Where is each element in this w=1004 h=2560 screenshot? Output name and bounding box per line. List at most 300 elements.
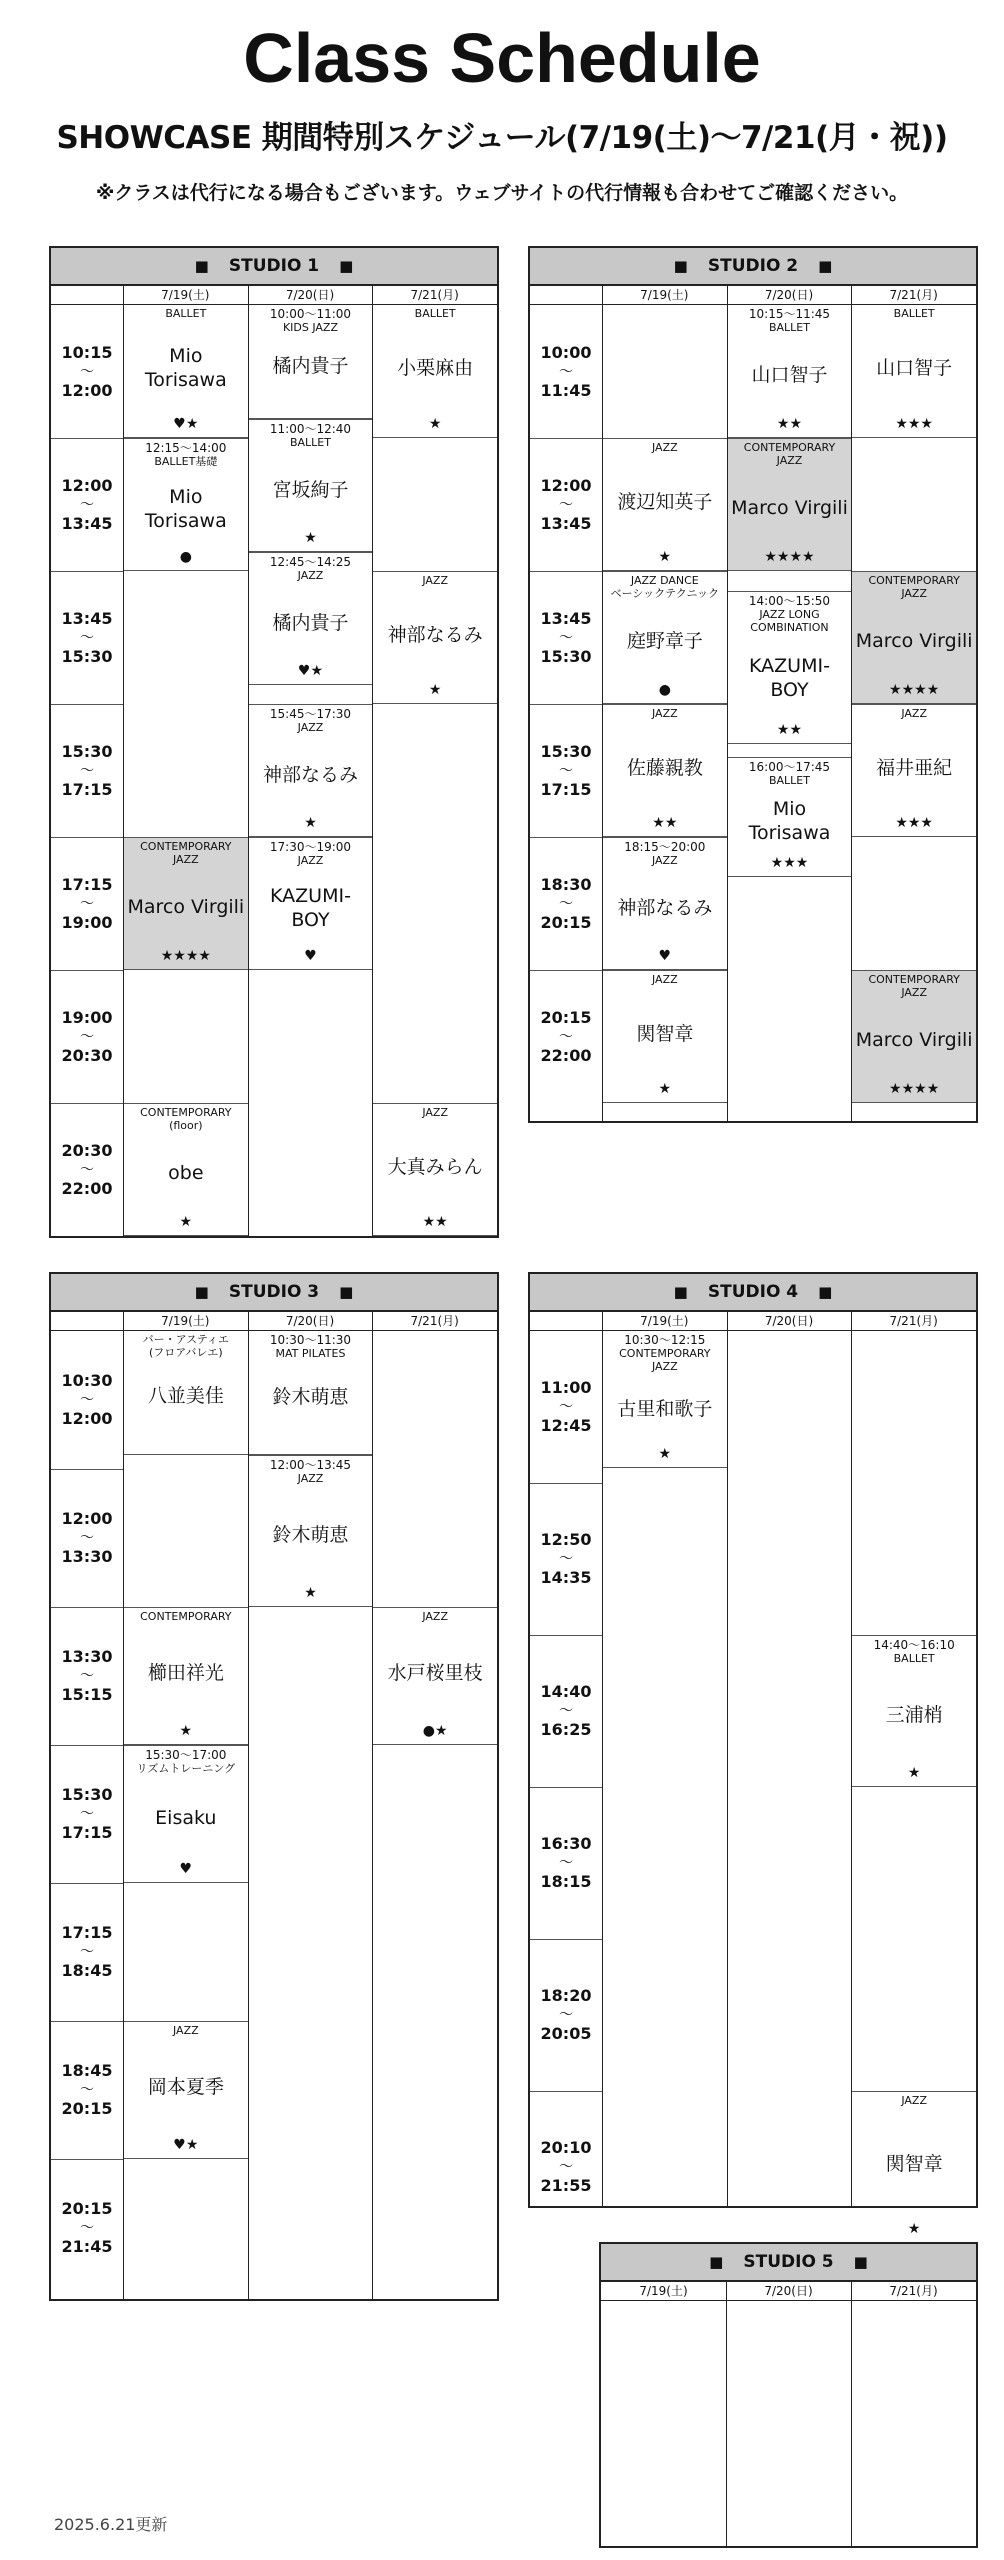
class-instructor: 三浦梢 [885, 1704, 943, 1726]
class-instructor: 水戸桜里枝 [387, 1662, 483, 1684]
time-separator: 〜 [80, 762, 94, 779]
time-separator: 〜 [559, 1551, 573, 1567]
square-icon: ■ [818, 257, 833, 275]
class-heading [140, 840, 231, 866]
class-genre: JAZZ [901, 707, 927, 720]
class-genre: バー・アスティエ (フロアバレエ) [142, 1333, 230, 1359]
class-time: 15:30〜17:00 [145, 1748, 227, 1762]
class-heading [270, 1458, 351, 1485]
class-cell [603, 1331, 727, 1468]
class-instructor: 小栗麻由 [397, 357, 474, 379]
class-genre: BALLET [893, 1652, 935, 1665]
time-end: 11:45 [540, 380, 592, 400]
class-level: ♥ [658, 948, 672, 964]
time-separator: 〜 [80, 1028, 94, 1045]
time-start: 12:00 [540, 475, 592, 495]
class-instructor: Mio Torisawa [144, 345, 227, 391]
class-instructor: 神部なるみ [617, 896, 713, 919]
class-cell [249, 419, 373, 552]
class-cell [852, 1635, 976, 1787]
class-instructor: 八並美佳 [147, 1385, 224, 1408]
time-slot [530, 438, 602, 571]
class-heading [422, 1106, 448, 1119]
class-cell [124, 1607, 248, 1745]
class-level: ★★★★ [764, 549, 815, 565]
time-end: 12:45 [540, 1416, 592, 1435]
time-start: 11:00 [540, 1378, 592, 1397]
square-icon: ■ [818, 1283, 833, 1301]
day-label: 7/20(日) [285, 1314, 335, 1328]
time-slot [530, 1331, 602, 1483]
class-cell [124, 305, 248, 438]
class-genre: BALLET基礎 [154, 455, 218, 468]
time-end: 21:45 [61, 2237, 113, 2256]
class-cell [249, 704, 373, 837]
class-genre: JAZZ [297, 721, 324, 734]
class-heading [270, 422, 351, 449]
column-divider [851, 2282, 852, 2546]
time-slot [530, 571, 602, 704]
class-cell [728, 757, 852, 877]
class-heading [652, 973, 678, 986]
class-genre: リズムトレーニング [136, 1762, 236, 1775]
class-heading [270, 707, 351, 734]
time-end: 18:15 [540, 1872, 592, 1891]
class-instructor: 神部なるみ [262, 763, 358, 786]
class-instructor: Marco Virgili [127, 896, 245, 918]
time-separator: 〜 [80, 1392, 94, 1408]
class-heading [624, 840, 705, 867]
class-heading [894, 307, 935, 320]
class-heading [901, 2094, 927, 2107]
day-label: 7/20(日) [285, 288, 335, 302]
class-time: 10:30〜11:30 [269, 1333, 352, 1347]
class-time: 14:00〜15:50 [748, 593, 831, 608]
time-end: 15:30 [540, 646, 592, 666]
time-end: 12:00 [61, 1409, 113, 1428]
time-start: 20:30 [61, 1140, 113, 1160]
class-level: ♥★ [173, 416, 199, 432]
class-heading [749, 594, 830, 634]
square-icon: ■ [339, 257, 354, 275]
time-end: 17:15 [61, 1823, 113, 1842]
time-start: 18:30 [540, 874, 592, 894]
studio-name: STUDIO 4 [707, 1282, 799, 1302]
class-cell [249, 837, 373, 970]
time-start: 14:40 [540, 1682, 592, 1701]
class-instructor: 宮坂絢子 [272, 478, 349, 501]
time-separator: 〜 [80, 1161, 94, 1178]
class-genre: JAZZ [422, 1610, 448, 1623]
time-start: 10:30 [61, 1371, 113, 1390]
class-instructor: 佐藤親教 [626, 756, 703, 779]
class-heading [270, 307, 351, 334]
time-end: 13:45 [61, 513, 113, 533]
class-level: ★★ [776, 416, 803, 432]
time-start: 12:50 [540, 1530, 592, 1549]
time-end: 13:45 [540, 513, 592, 533]
class-cell [603, 837, 727, 970]
class-cell [373, 1103, 497, 1236]
time-end: 21:55 [540, 2176, 592, 2195]
updated-date: 2025.6.21更新 [54, 2515, 168, 2534]
class-genre: JAZZ [651, 854, 678, 867]
class-level: ★ [658, 1445, 672, 1462]
time-end: 17:15 [540, 779, 592, 799]
class-level: ★★★★ [889, 682, 940, 698]
time-end: 12:00 [61, 380, 113, 400]
time-separator: 〜 [559, 762, 573, 779]
square-icon: ■ [339, 1283, 354, 1301]
time-end: 22:00 [540, 1045, 592, 1065]
class-heading [415, 307, 456, 320]
class-time: 12:45〜14:25 [269, 555, 352, 570]
class-level: ★★ [776, 721, 803, 738]
class-time: 10:00〜11:00 [269, 307, 352, 321]
studio-header [601, 2244, 976, 2282]
class-cell [852, 305, 976, 438]
time-start: 20:10 [540, 2138, 592, 2157]
time-start: 13:45 [61, 608, 113, 628]
class-cell [249, 1455, 373, 1607]
class-cell [373, 571, 497, 704]
class-level: ★★★ [895, 815, 933, 831]
time-slot [51, 704, 123, 837]
time-separator: 〜 [80, 496, 94, 513]
class-time: 10:30〜12:15 [624, 1333, 706, 1347]
class-cell [124, 1745, 248, 1883]
class-level: ★ [304, 1584, 317, 1601]
class-genre: JAZZ [422, 1106, 448, 1119]
class-cell [124, 438, 248, 571]
day-label: 7/19(土) [639, 2284, 688, 2298]
class-instructor: KAZUMI- BOY [749, 654, 830, 701]
time-start: 18:45 [61, 2061, 113, 2080]
class-instructor: Mio Torisawa [748, 798, 831, 845]
time-separator: 〜 [559, 2007, 573, 2023]
time-end: 20:15 [61, 2099, 113, 2118]
class-cell [852, 704, 976, 837]
time-end: 19:00 [61, 912, 113, 932]
time-separator: 〜 [559, 363, 573, 380]
class-time: 14:40〜16:10 [873, 1638, 955, 1652]
time-slot [530, 704, 602, 837]
square-icon: ■ [709, 2253, 724, 2271]
time-slot [51, 1469, 123, 1607]
class-heading [652, 707, 678, 720]
class-heading [619, 1333, 710, 1373]
day-label: 7/21(月) [410, 1314, 459, 1328]
time-separator: 〜 [559, 895, 573, 912]
class-instructor: 山口智子 [876, 357, 953, 379]
class-cell [124, 1103, 248, 1236]
time-start: 17:15 [61, 874, 113, 894]
class-heading [173, 2024, 199, 2037]
page-subtitle: SHOWCASE 期間特別スケジュール(7/19(土)〜7/21(月・祝)) [56, 120, 948, 156]
time-start: 12:00 [61, 1509, 113, 1528]
studio-name: STUDIO 3 [228, 1282, 320, 1302]
time-start: 16:30 [540, 1834, 592, 1853]
class-cell [728, 305, 852, 438]
class-genre: MAT PILATES [275, 1347, 346, 1360]
class-cell [603, 571, 727, 704]
class-instructor: 神部なるみ [387, 623, 483, 646]
class-genre: CONTEMPORARY JAZZ [868, 574, 960, 600]
class-level: ♥ [304, 948, 317, 964]
class-time: 17:30〜19:00 [269, 840, 352, 854]
class-cell [852, 970, 976, 1103]
studio-3-table [49, 1272, 499, 2301]
square-icon: ■ [673, 1283, 688, 1301]
class-instructor: 古里和歌子 [617, 1398, 713, 1421]
class-genre: CONTEMPORARY [140, 1610, 232, 1623]
class-heading [270, 555, 351, 582]
day-header-row [601, 2282, 976, 2301]
time-separator: 〜 [80, 1668, 94, 1684]
class-instructor: obe [168, 1162, 204, 1184]
class-heading [611, 574, 719, 600]
studio-header [530, 248, 976, 286]
studio-header [51, 1274, 497, 1312]
class-level: ★ [428, 416, 442, 432]
class-genre: CONTEMPORARY (floor) [140, 1106, 232, 1132]
time-separator: 〜 [559, 1855, 573, 1871]
time-end: 20:30 [61, 1045, 113, 1065]
class-genre: JAZZ [652, 441, 678, 454]
class-instructor: KAZUMI- BOY [270, 884, 351, 931]
class-cell [373, 305, 497, 438]
class-genre: KIDS JAZZ [282, 321, 338, 334]
class-genre: JAZZ DANCE ベーシックテクニック [610, 574, 720, 600]
time-slot [530, 1787, 602, 1939]
studio-4-table [528, 1272, 978, 2237]
class-instructor: 岡本夏季 [147, 2076, 224, 2098]
class-time: 12:00〜13:45 [269, 1458, 352, 1473]
class-heading [422, 1610, 448, 1623]
time-separator: 〜 [80, 629, 94, 646]
class-cell [124, 2021, 248, 2159]
time-end: 20:05 [540, 2024, 592, 2043]
time-start: 13:30 [61, 1647, 113, 1666]
time-separator: 〜 [559, 1399, 573, 1415]
time-slot [51, 1607, 123, 1745]
time-slot [51, 970, 123, 1103]
time-separator: 〜 [80, 2082, 94, 2098]
class-cell [603, 970, 727, 1103]
class-level: ♥★ [173, 2137, 199, 2153]
day-label: 7/19(土) [640, 288, 689, 302]
class-level: ★★★ [770, 854, 809, 871]
class-genre: JAZZ [422, 574, 448, 587]
class-level [308, 397, 312, 413]
column-divider [726, 2282, 727, 2546]
time-slot [51, 1103, 123, 1236]
time-slot [530, 1483, 602, 1635]
time-slot [530, 970, 602, 1103]
time-start: 17:15 [61, 1923, 113, 1942]
time-start: 15:30 [540, 741, 592, 761]
time-slot [51, 571, 123, 704]
class-level: ★ [304, 530, 317, 547]
class-cell [249, 305, 373, 419]
time-end: 18:45 [61, 1961, 113, 1980]
class-level: ★ [907, 2221, 921, 2237]
class-heading [749, 760, 830, 787]
class-level: ★★ [422, 1214, 448, 1230]
class-level: ★★★★ [889, 1081, 940, 1097]
time-start: 20:15 [540, 1007, 592, 1027]
class-level: ★ [658, 549, 672, 565]
class-genre: BALLET [768, 321, 810, 334]
class-instructor: 渡辺知英子 [617, 490, 713, 513]
class-time: 18:15〜20:00 [624, 840, 706, 854]
time-end: 20:15 [540, 912, 592, 932]
class-time: 11:00〜12:40 [269, 422, 352, 437]
time-slot [51, 2159, 123, 2297]
class-cell [603, 438, 727, 571]
time-end: 16:25 [540, 1720, 592, 1739]
class-genre: JAZZ [297, 569, 324, 583]
time-start: 15:30 [61, 1785, 113, 1804]
class-heading [868, 973, 959, 999]
class-genre: CONTEMPORARY JAZZ [868, 973, 960, 999]
class-level: ● [179, 549, 192, 565]
time-end: 22:00 [61, 1178, 113, 1198]
class-level [184, 1433, 188, 1449]
time-separator: 〜 [559, 2159, 573, 2175]
day-header-row [51, 286, 497, 305]
time-slot [51, 1745, 123, 1883]
time-slot [530, 1939, 602, 2091]
class-instructor: 庭野章子 [626, 630, 703, 652]
class-level: ♥★ [297, 663, 324, 680]
class-instructor: Mio Torisawa [144, 485, 227, 532]
day-label: 7/21(月) [889, 288, 938, 302]
class-instructor: 関智章 [636, 1022, 694, 1045]
class-instructor: Marco Virgili [855, 1029, 973, 1051]
class-time: 16:00〜17:45 [748, 760, 831, 775]
time-start: 15:30 [61, 741, 113, 761]
class-instructor: Eisaku [155, 1807, 217, 1829]
class-level: ★ [907, 1765, 921, 1781]
time-slot [51, 1883, 123, 2021]
time-slot [51, 837, 123, 970]
time-slot [51, 2021, 123, 2159]
class-genre: BALLET [165, 307, 207, 320]
studio-header [51, 248, 497, 286]
studio-name: STUDIO 2 [707, 256, 799, 276]
class-cell [373, 1607, 497, 1745]
class-level: ★ [304, 815, 317, 831]
class-instructor: 関智章 [885, 2153, 943, 2175]
class-heading [901, 707, 927, 720]
time-slot [51, 305, 123, 438]
class-genre: BALLET [893, 307, 935, 320]
time-start: 19:00 [61, 1007, 113, 1027]
class-heading [270, 840, 351, 867]
day-label: 7/20(日) [764, 288, 814, 302]
class-instructor: 橘内貴子 [272, 354, 349, 377]
day-label: 7/19(土) [161, 1314, 210, 1328]
studio-1-table [49, 246, 499, 1238]
class-heading [140, 1610, 231, 1623]
day-header-row [51, 1312, 497, 1331]
day-label: 7/20(日) [764, 2284, 813, 2298]
class-genre: JAZZ LONG COMBINATION [750, 607, 829, 634]
time-end: 17:15 [61, 779, 113, 799]
time-slot [51, 438, 123, 571]
time-separator: 〜 [80, 2220, 94, 2236]
time-slot [530, 2091, 602, 2243]
time-separator: 〜 [80, 895, 94, 912]
class-level: ★ [428, 682, 442, 698]
day-label: 7/20(日) [764, 1314, 814, 1328]
time-start: 18:20 [540, 1986, 592, 2005]
class-cell [728, 591, 852, 744]
class-level: ★★★ [895, 416, 933, 432]
class-level: ★ [179, 1214, 193, 1230]
column-divider [727, 1312, 728, 2206]
class-heading [137, 1748, 236, 1775]
class-heading [270, 1333, 351, 1360]
time-end: 15:30 [61, 646, 113, 666]
class-time: 15:45〜17:30 [269, 707, 352, 721]
day-label: 7/19(土) [640, 1314, 689, 1328]
class-genre: BALLET [414, 307, 456, 320]
class-time: 10:15〜11:45 [748, 307, 831, 321]
class-cell [852, 2091, 976, 2243]
time-separator: 〜 [80, 1530, 94, 1546]
time-separator: 〜 [559, 496, 573, 513]
class-time: 12:15〜14:00 [145, 441, 227, 455]
class-level: ★ [179, 1723, 193, 1739]
class-cell [852, 571, 976, 704]
time-start: 10:00 [540, 342, 592, 362]
day-label: 7/21(月) [410, 288, 459, 302]
class-instructor: Marco Virgili [731, 497, 848, 519]
class-genre: BALLET [289, 436, 331, 450]
class-cell [603, 704, 727, 837]
time-end: 13:30 [61, 1547, 113, 1566]
class-instructor: Marco Virgili [855, 630, 973, 652]
class-heading [744, 441, 835, 467]
class-cell [728, 438, 852, 571]
class-level: ★★★★ [160, 948, 211, 964]
class-heading [165, 307, 206, 320]
studio-2-table [528, 246, 978, 1123]
time-separator: 〜 [80, 1944, 94, 1960]
day-label: 7/21(月) [889, 2284, 938, 2298]
column-divider [372, 1312, 373, 2299]
class-level: ★ [658, 1081, 672, 1097]
time-start: 12:00 [61, 475, 113, 495]
studio-5-table [599, 2242, 978, 2548]
time-start: 10:15 [61, 342, 113, 362]
class-genre: JAZZ [901, 2094, 927, 2107]
class-genre: CONTEMPORARY JAZZ [743, 441, 836, 467]
class-level: ● [658, 682, 671, 698]
class-heading [143, 1333, 229, 1359]
time-slot [530, 837, 602, 970]
class-instructor: 鈴木萌恵 [272, 1524, 349, 1547]
class-heading [422, 574, 448, 587]
class-genre: BALLET [768, 774, 810, 788]
class-genre: JAZZ [297, 1472, 324, 1486]
class-genre: CONTEMPORARY JAZZ [140, 840, 232, 866]
class-instructor: 橘内貴子 [272, 611, 349, 634]
time-separator: 〜 [559, 1703, 573, 1719]
class-heading [868, 574, 959, 600]
